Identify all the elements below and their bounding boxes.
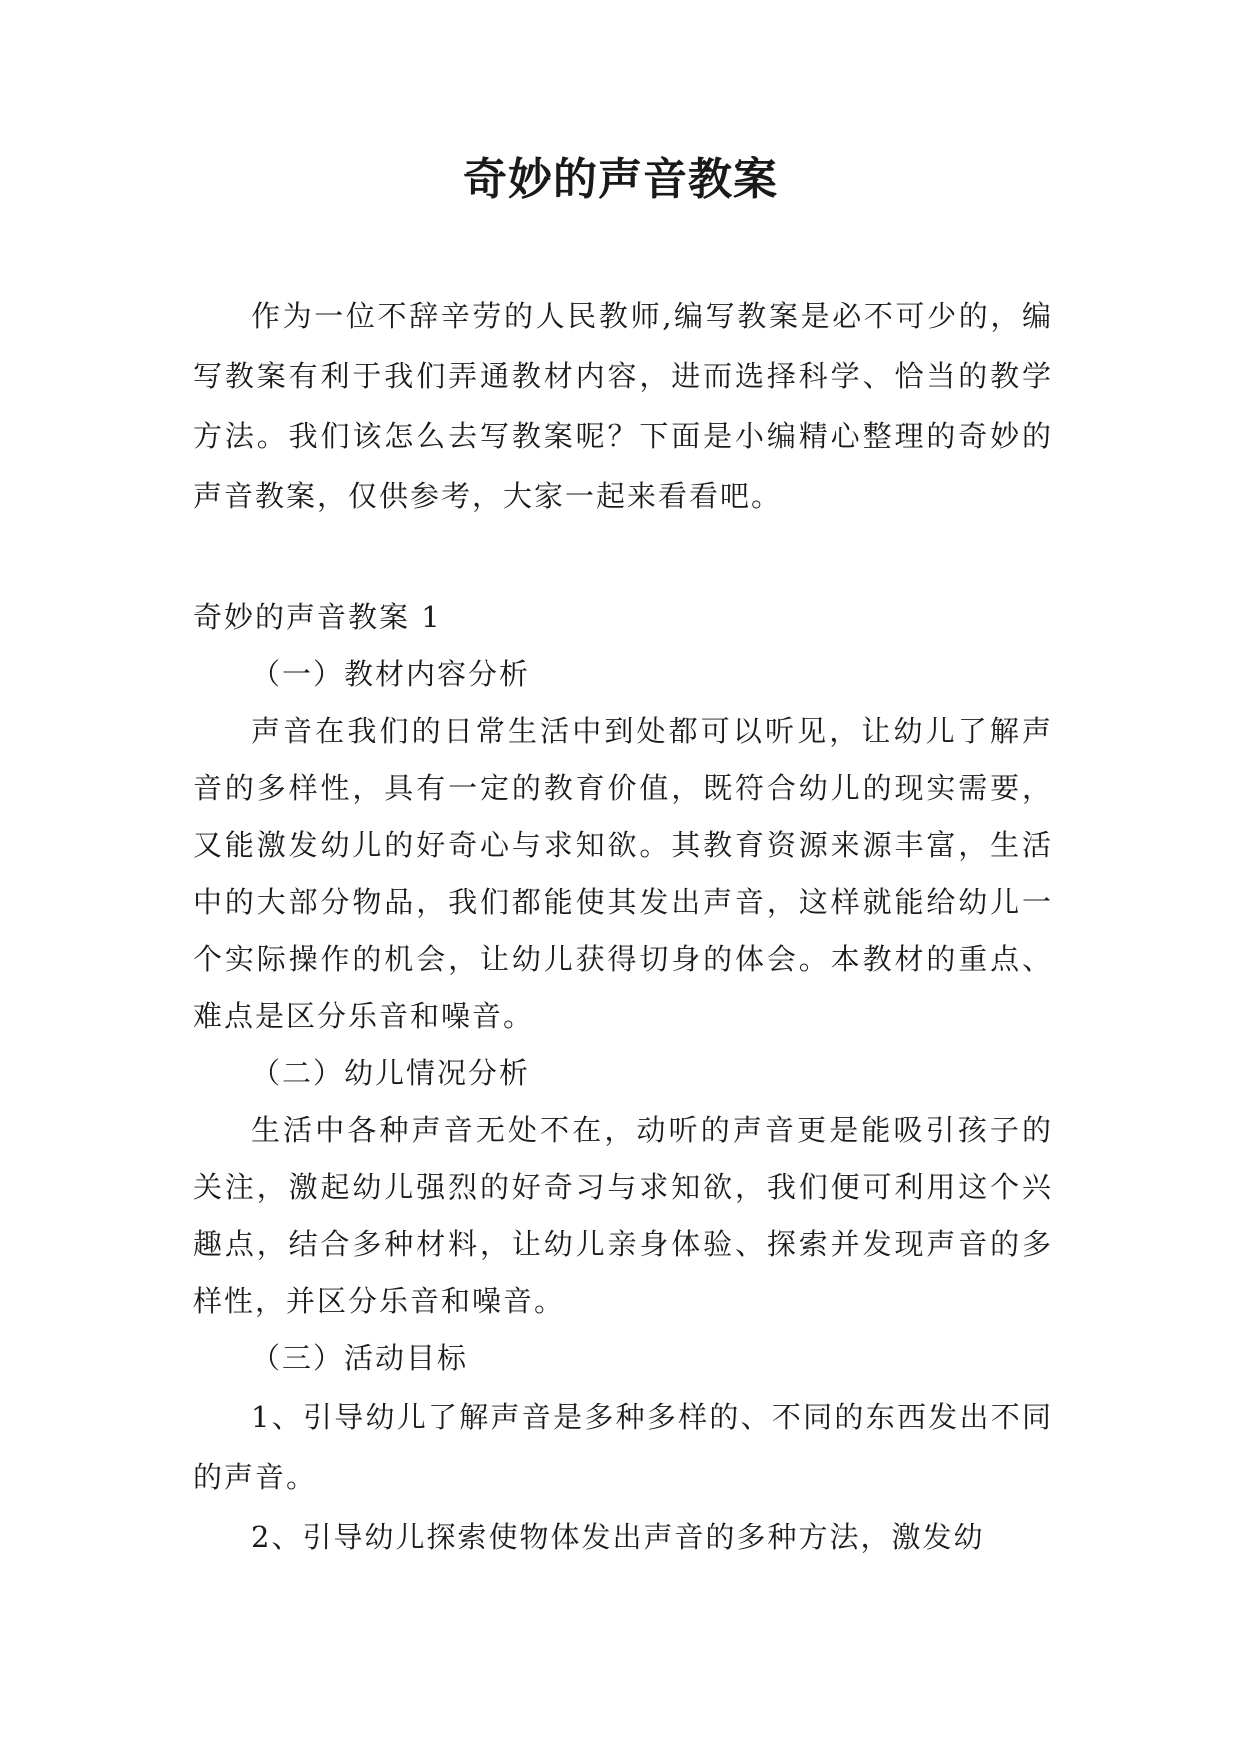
document-body: [193, 286, 1053, 1567]
subsection-heading-textbook-analysis: （一）教材内容分析: [251, 657, 531, 691]
textbook-analysis-paragraph: 声音在我们的日常生活中到处都可以听见，让幼儿了解声音的多样性，具有一定的教育价值，既符合幼儿的现实需要，又能激发幼儿的好奇心与求知欲。其教育资源来源丰富，生活中的大部分物品，我们都能使其发出声音，这样就能给幼儿一个实际操作的机会，让幼儿获得切身的体会。本教材的重点、难点是区分乐音和噪音。: [193, 714, 1053, 1033]
section-heading: 奇妙的声音教案 1: [193, 600, 442, 634]
subsection-heading-children-analysis: （二）幼儿情况分析: [251, 1056, 531, 1090]
activity-goal-item: 2、引导幼儿探索使物体发出声音的多种方法，激发幼: [251, 1520, 985, 1554]
activity-goal-item: 1、引导幼儿了解声音是多种多样的、不同的东西发出不同的声音。: [193, 1400, 1053, 1494]
intro-paragraph: 作为一位不辞辛劳的人民教师,编写教案是必不可少的，编写教案有利于我们弄通教材内容，进而选择科学、恰当的教学方法。我们该怎么去写教案呢？下面是小编精心整理的奇妙的声音教案，仅供参考，大家一起来看看吧。: [193, 299, 1053, 513]
document-title: 奇妙的声音教案: [463, 154, 778, 205]
children-analysis-paragraph: 生活中各种声音无处不在，动听的声音更是能吸引孩子的关注，激起幼儿强烈的好奇习与求知欲，我们便可利用这个兴趣点，结合多种材料，让幼儿亲身体验、探索并发现声音的多样性，并区分乐音和噪音。: [193, 1113, 1053, 1318]
subsection-heading-activity-goals: （三）活动目标: [251, 1341, 469, 1375]
